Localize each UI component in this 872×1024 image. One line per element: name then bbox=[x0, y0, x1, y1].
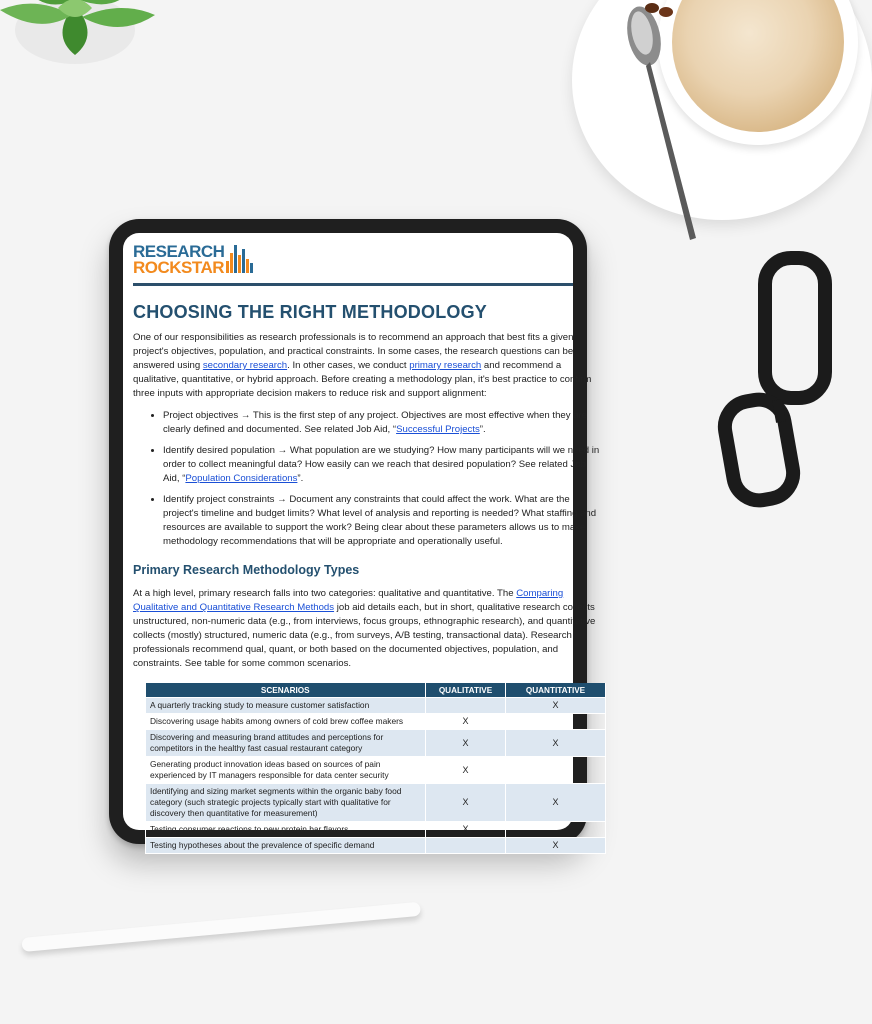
document bbox=[133, 243, 603, 854]
list-item: • Identify desired population → What population are we studying? How many participants will we need in order to collect meaningful data? How easily can we reach that desired population? See related Job Aid, “Population Considerations”. bbox=[163, 444, 603, 486]
quantitative-cell bbox=[506, 714, 606, 730]
scenario-cell: Identifying and sizing market segments within the organic baby food category (such strategic projects typically start with qualitative for discovery then quantitative for measurement) bbox=[146, 784, 426, 822]
inputs-list bbox=[133, 409, 603, 549]
table-row bbox=[146, 784, 606, 822]
succulent-plant-icon bbox=[0, 0, 180, 80]
column-header-quantitative: QUANTITATIVE bbox=[506, 683, 606, 698]
qualitative-cell: X bbox=[426, 822, 506, 838]
scenarios-table bbox=[145, 683, 606, 854]
tablet-device bbox=[109, 219, 600, 850]
table-row bbox=[146, 698, 606, 714]
table-header-row bbox=[146, 683, 606, 698]
intro-paragraph: One of our responsibilities as research professionals is to recommend an approach that best fits a given project's objectives, population, and practical constraints. In some cases, the research questions can be answered using secondary research. In other cases, we conduct primary research and recommend a qualitative, quantitative, or hybrid approach. Before creating a methodology plan, it's best practice to confirm three inputs with appropriate decision makers to reduce risk and support alignment: bbox=[133, 332, 592, 399]
table-row bbox=[146, 838, 606, 854]
header-rule bbox=[133, 283, 573, 286]
qualitative-cell bbox=[426, 838, 506, 854]
tablet-screen bbox=[123, 233, 600, 850]
qualitative-cell: X bbox=[426, 757, 506, 784]
qualitative-cell: X bbox=[426, 730, 506, 757]
table-row bbox=[146, 822, 606, 838]
spoon-icon bbox=[610, 0, 720, 250]
table-row bbox=[146, 730, 606, 757]
scenario-cell: A quarterly tracking study to measure customer satisfaction bbox=[146, 698, 426, 714]
list-item: • Identify project constraints → Document any constraints that could affect the work. What are the project's timeline and budget limits? What level of analysis and reporting is needed? What staffing and resources are available to support the work? Being clear about these parameters allows us to make methodology recommendations that will be appropriate and operationally useful. bbox=[163, 493, 603, 549]
population-considerations-link[interactable]: Population Considerations bbox=[185, 473, 298, 484]
coffee-beans-icon bbox=[640, 0, 680, 20]
quantitative-cell: X bbox=[506, 838, 606, 854]
quantitative-cell: X bbox=[506, 784, 606, 822]
scenario-cell: Testing hypotheses about the prevalence of specific demand bbox=[146, 838, 426, 854]
quantitative-cell bbox=[506, 757, 606, 784]
glasses-icon bbox=[715, 250, 819, 510]
secondary-research-link[interactable]: secondary research bbox=[202, 360, 288, 371]
scenario-cell: Testing consumer reactions to new protein bar flavors bbox=[146, 822, 426, 838]
comparing-methods-link[interactable]: Comparing Qualitative and Quantitative Research Methods bbox=[133, 588, 564, 613]
section-heading: Primary Research Methodology Types bbox=[133, 563, 360, 577]
column-header-qualitative: QUALITATIVE bbox=[426, 683, 506, 698]
qualitative-cell bbox=[426, 698, 506, 714]
scenario-cell: Generating product innovation ideas based on sources of pain experienced by IT managers responsible for data center security bbox=[146, 757, 426, 784]
section-paragraph: At a high level, primary research falls into two categories: qualitative and quantitative. The Comparing Qualitative and Quantitative Research Methods job aid details each, but in short, qualitative research collects unstructured, non-numeric data (e.g., from interviews, focus groups, ethnographic research), and quantitative collects (mostly) structured, numeric data (e.g., from surveys, A/B testing, transactional data). Research professionals recommend qual, quant, or both based on the documented objectives, population, and constraints. See table for some common scenarios. bbox=[133, 588, 596, 669]
scenario-cell: Discovering and measuring brand attitudes and perceptions for competitors in the healthy fast casual restaurant category bbox=[146, 730, 426, 757]
quantitative-cell bbox=[506, 822, 606, 838]
logo-line2: ROCKSTAR bbox=[133, 258, 225, 277]
quantitative-cell: X bbox=[506, 698, 606, 714]
table-row bbox=[146, 714, 606, 730]
qualitative-cell: X bbox=[426, 784, 506, 822]
research-rockstar-logo bbox=[133, 243, 603, 279]
stylus-pencil-icon bbox=[21, 902, 421, 952]
list-item: • Project objectives → This is the first step of any project. Objectives are most effective when they are clearly defined and documented. See related Job Aid, “Successful Projects”. bbox=[163, 409, 603, 437]
primary-research-link[interactable]: primary research bbox=[409, 360, 482, 371]
equalizer-bars-icon bbox=[226, 243, 254, 273]
successful-projects-link[interactable]: Successful Projects bbox=[396, 424, 480, 435]
qualitative-cell: X bbox=[426, 714, 506, 730]
quantitative-cell: X bbox=[506, 730, 606, 757]
scenario-cell: Discovering usage habits among owners of cold brew coffee makers bbox=[146, 714, 426, 730]
page-title: CHOOSING THE RIGHT METHODOLOGY bbox=[133, 302, 488, 322]
table-row bbox=[146, 757, 606, 784]
column-header-scenarios: SCENARIOS bbox=[146, 683, 426, 698]
logo-line1: RESEARCH bbox=[133, 242, 225, 261]
